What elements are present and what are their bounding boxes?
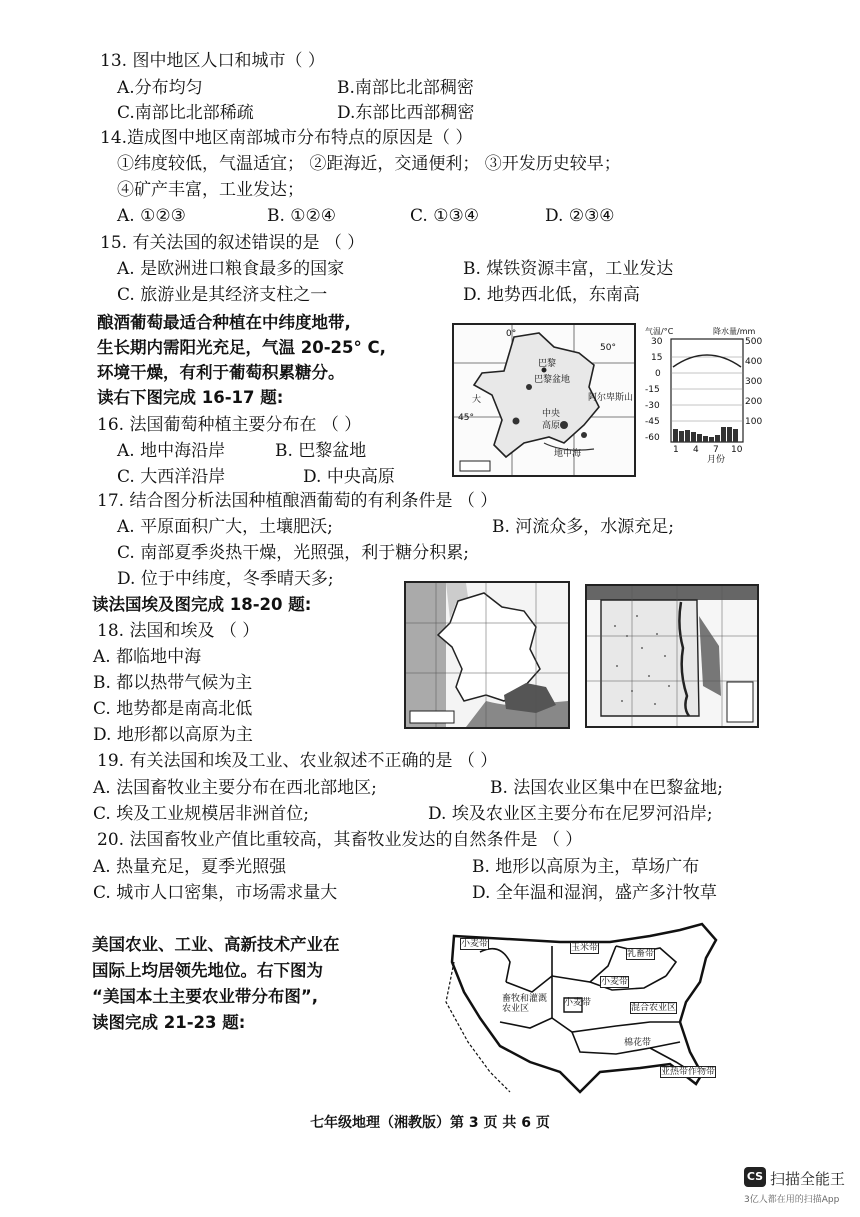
climate-xtick-7: 7	[713, 445, 719, 455]
climate-rtick-400: 400	[745, 357, 763, 367]
q19-option-a: A. 法国畜牧业主要分布在西北部地区;	[93, 778, 377, 798]
climate-xtick-1: 1	[673, 445, 679, 455]
q14-stem: 14.造成图中地区南部城市分布特点的原因是（ ）	[100, 128, 473, 148]
usa-label-cotton: 棉花带	[624, 1038, 652, 1048]
usa-label-mixed: 混合农业区	[631, 1003, 677, 1013]
intro21-line4: 读图完成 21-23 题:	[92, 1013, 246, 1032]
q19-option-c: C. 埃及工业规模居非洲首位;	[93, 804, 309, 824]
q20-option-d: D. 全年温和湿润，盛产多汁牧草	[472, 883, 717, 903]
q20-option-b: B. 地形以高原为主，草场广布	[472, 857, 700, 877]
usa-label-wheat-central: 小麦带	[601, 977, 629, 987]
intro16-line1: 酿酒葡萄最适合种植在中纬度地带,	[97, 313, 351, 332]
q18-option-a: A. 都临地中海	[93, 647, 202, 667]
q19-option-b: B. 法国农业区集中在巴黎盆地;	[490, 778, 724, 798]
q18-stem: 18. 法国和埃及 （ ）	[97, 621, 260, 641]
france-vineyard-map	[452, 323, 636, 477]
usa-label-wheat-s: 小麦带	[564, 998, 592, 1008]
map-label-mediterranean: 地中海	[554, 449, 582, 459]
climate-tick-0: 0	[655, 369, 661, 379]
q14-option-c: C. ①③④	[410, 206, 479, 226]
q20-option-c: C. 城市人口密集，市场需求量大	[93, 883, 338, 903]
page-footer: 七年级地理（湘教版）第 3 页 共 6 页	[310, 1115, 550, 1131]
climate-x-title: 月份	[707, 455, 726, 465]
q17-option-c: C. 南部夏季炎热干燥，光照强，利于糖分积累;	[117, 543, 469, 563]
q18-option-c: C. 地势都是南高北低	[93, 699, 253, 719]
map-label-paris: 巴黎	[538, 359, 557, 369]
q17-stem: 17. 结合图分析法国种植酿酒葡萄的有利条件是 （ ）	[97, 491, 498, 511]
intro16-line4: 读右下图完成 16-17 题:	[97, 388, 284, 407]
q13-option-b: B.南部比北部稠密	[337, 78, 474, 98]
usa-agri-belt-map	[440, 922, 740, 1100]
climate-xtick-4: 4	[693, 445, 699, 455]
map-label-45deg: 45°	[458, 413, 474, 423]
climate-rtick-200: 200	[745, 397, 763, 407]
q17-option-a: A. 平原面积广大，土壤肥沃;	[117, 517, 333, 537]
map-label-plateau: 高原	[542, 421, 561, 431]
q16-option-d: D. 中央高原	[303, 467, 395, 487]
climate-tick-m60: -60	[645, 433, 660, 443]
climate-rtick-300: 300	[745, 377, 763, 387]
climate-tick-m30: -30	[645, 401, 660, 411]
watermark-tagline: 3亿人都在用的扫描App	[744, 1195, 840, 1205]
climate-rtick-100: 100	[745, 417, 763, 427]
map-label-0deg: 0°	[506, 329, 517, 339]
climate-tick-30: 30	[651, 337, 663, 347]
usa-label-subtropical: 亚热带作物带	[661, 1067, 716, 1077]
france-map	[404, 581, 570, 729]
intro21-line1: 美国农业、工业、高新技术产业在	[92, 935, 340, 954]
egypt-map	[585, 584, 759, 728]
intro21-line2: 国际上均居领先地位。右下图为	[92, 961, 323, 980]
q15-option-d: D. 地势西北低，东南高	[463, 285, 640, 305]
climate-chart	[643, 323, 763, 466]
q18-option-b: B. 都以热带气候为主	[93, 673, 253, 693]
q14-option-b: B. ①②④	[267, 206, 337, 226]
q18-option-d: D. 地形都以高原为主	[93, 725, 253, 745]
climate-rtick-500: 500	[745, 337, 763, 347]
map-label-paris-basin: 巴黎盆地	[534, 375, 571, 385]
climate-tick-m45: -45	[645, 417, 660, 427]
usa-label-corn-n: 玉米带	[571, 943, 599, 953]
climate-xtick-10: 10	[731, 445, 743, 455]
q15-option-b: B. 煤铁资源丰富，工业发达	[463, 259, 674, 279]
map-label-atlantic: 大	[472, 395, 482, 405]
q19-stem: 19. 有关法国和埃及工业、农业叙述不正确的是 （ ）	[97, 751, 498, 771]
watermark-app-name: 扫描全能王	[770, 1170, 846, 1188]
q16-option-a: A. 地中海沿岸	[117, 441, 226, 461]
q20-option-a: A. 热量充足，夏季光照强	[93, 857, 287, 877]
q17-option-b: B. 河流众多，水源充足;	[492, 517, 675, 537]
usa-label-wheat-nw: 小麦带	[461, 939, 489, 949]
q17-option-d: D. 位于中纬度，冬季晴天多;	[117, 569, 334, 589]
q16-option-b: B. 巴黎盆地	[275, 441, 367, 461]
q16-stem: 16. 法国葡萄种植主要分布在 （ ）	[97, 415, 362, 435]
q14-option-d: D. ②③④	[545, 206, 615, 226]
intro21-line3: “美国本土主要农业带分布图”,	[92, 987, 318, 1006]
q15-option-a: A. 是欧洲进口粮食最多的国家	[117, 259, 345, 279]
q15-option-c: C. 旅游业是其经济支柱之一	[117, 285, 328, 305]
intro16-line2: 生长期内需阳光充足，气温 20-25° C,	[97, 338, 386, 357]
q20-stem: 20. 法国畜牧业产值比重较高，其畜牧业发达的自然条件是 （ ）	[97, 830, 583, 850]
usa-label-ranching: 畜牧和灌溉农业区	[502, 994, 548, 1014]
q13-option-c: C.南部比北部稀疏	[117, 103, 254, 123]
q19-option-d: D. 埃及农业区主要分布在尼罗河沿岸;	[428, 804, 713, 824]
usa-label-dairy: 乳畜带	[627, 949, 655, 959]
q15-stem: 15. 有关法国的叙述错误的是 （ ）	[100, 233, 365, 253]
camscanner-logo-icon: CS	[744, 1167, 766, 1187]
map-label-central: 中央	[542, 409, 561, 419]
q14-reasons-line1: ①纬度较低，气温适宜； ②距海近，交通便利； ③开发历史较早；	[117, 154, 621, 174]
climate-tick-15: 15	[651, 353, 663, 363]
q13-option-a: A.分布均匀	[117, 78, 203, 98]
q16-option-c: C. 大西洋沿岸	[117, 467, 226, 487]
q13-stem: 13. 图中地区人口和城市（ ）	[100, 51, 325, 71]
q14-option-a: A. ①②③	[117, 206, 186, 226]
intro16-line3: 环境干燥，有利于葡萄积累糖分。	[97, 363, 345, 382]
q14-reasons-line2: ④矿产丰富，工业发达；	[117, 180, 304, 200]
climate-tick-m15: -15	[645, 385, 660, 395]
map-label-alps: 阿尔卑斯山	[588, 393, 634, 403]
q13-option-d: D.东部比西部稠密	[337, 103, 475, 123]
map-label-50deg: 50°	[600, 343, 616, 353]
climate-y-right-title: 降水量/mm	[713, 327, 756, 336]
climate-y-left-title: 气温/°C	[645, 327, 674, 336]
intro18: 读法国埃及图完成 18-20 题:	[92, 595, 312, 614]
